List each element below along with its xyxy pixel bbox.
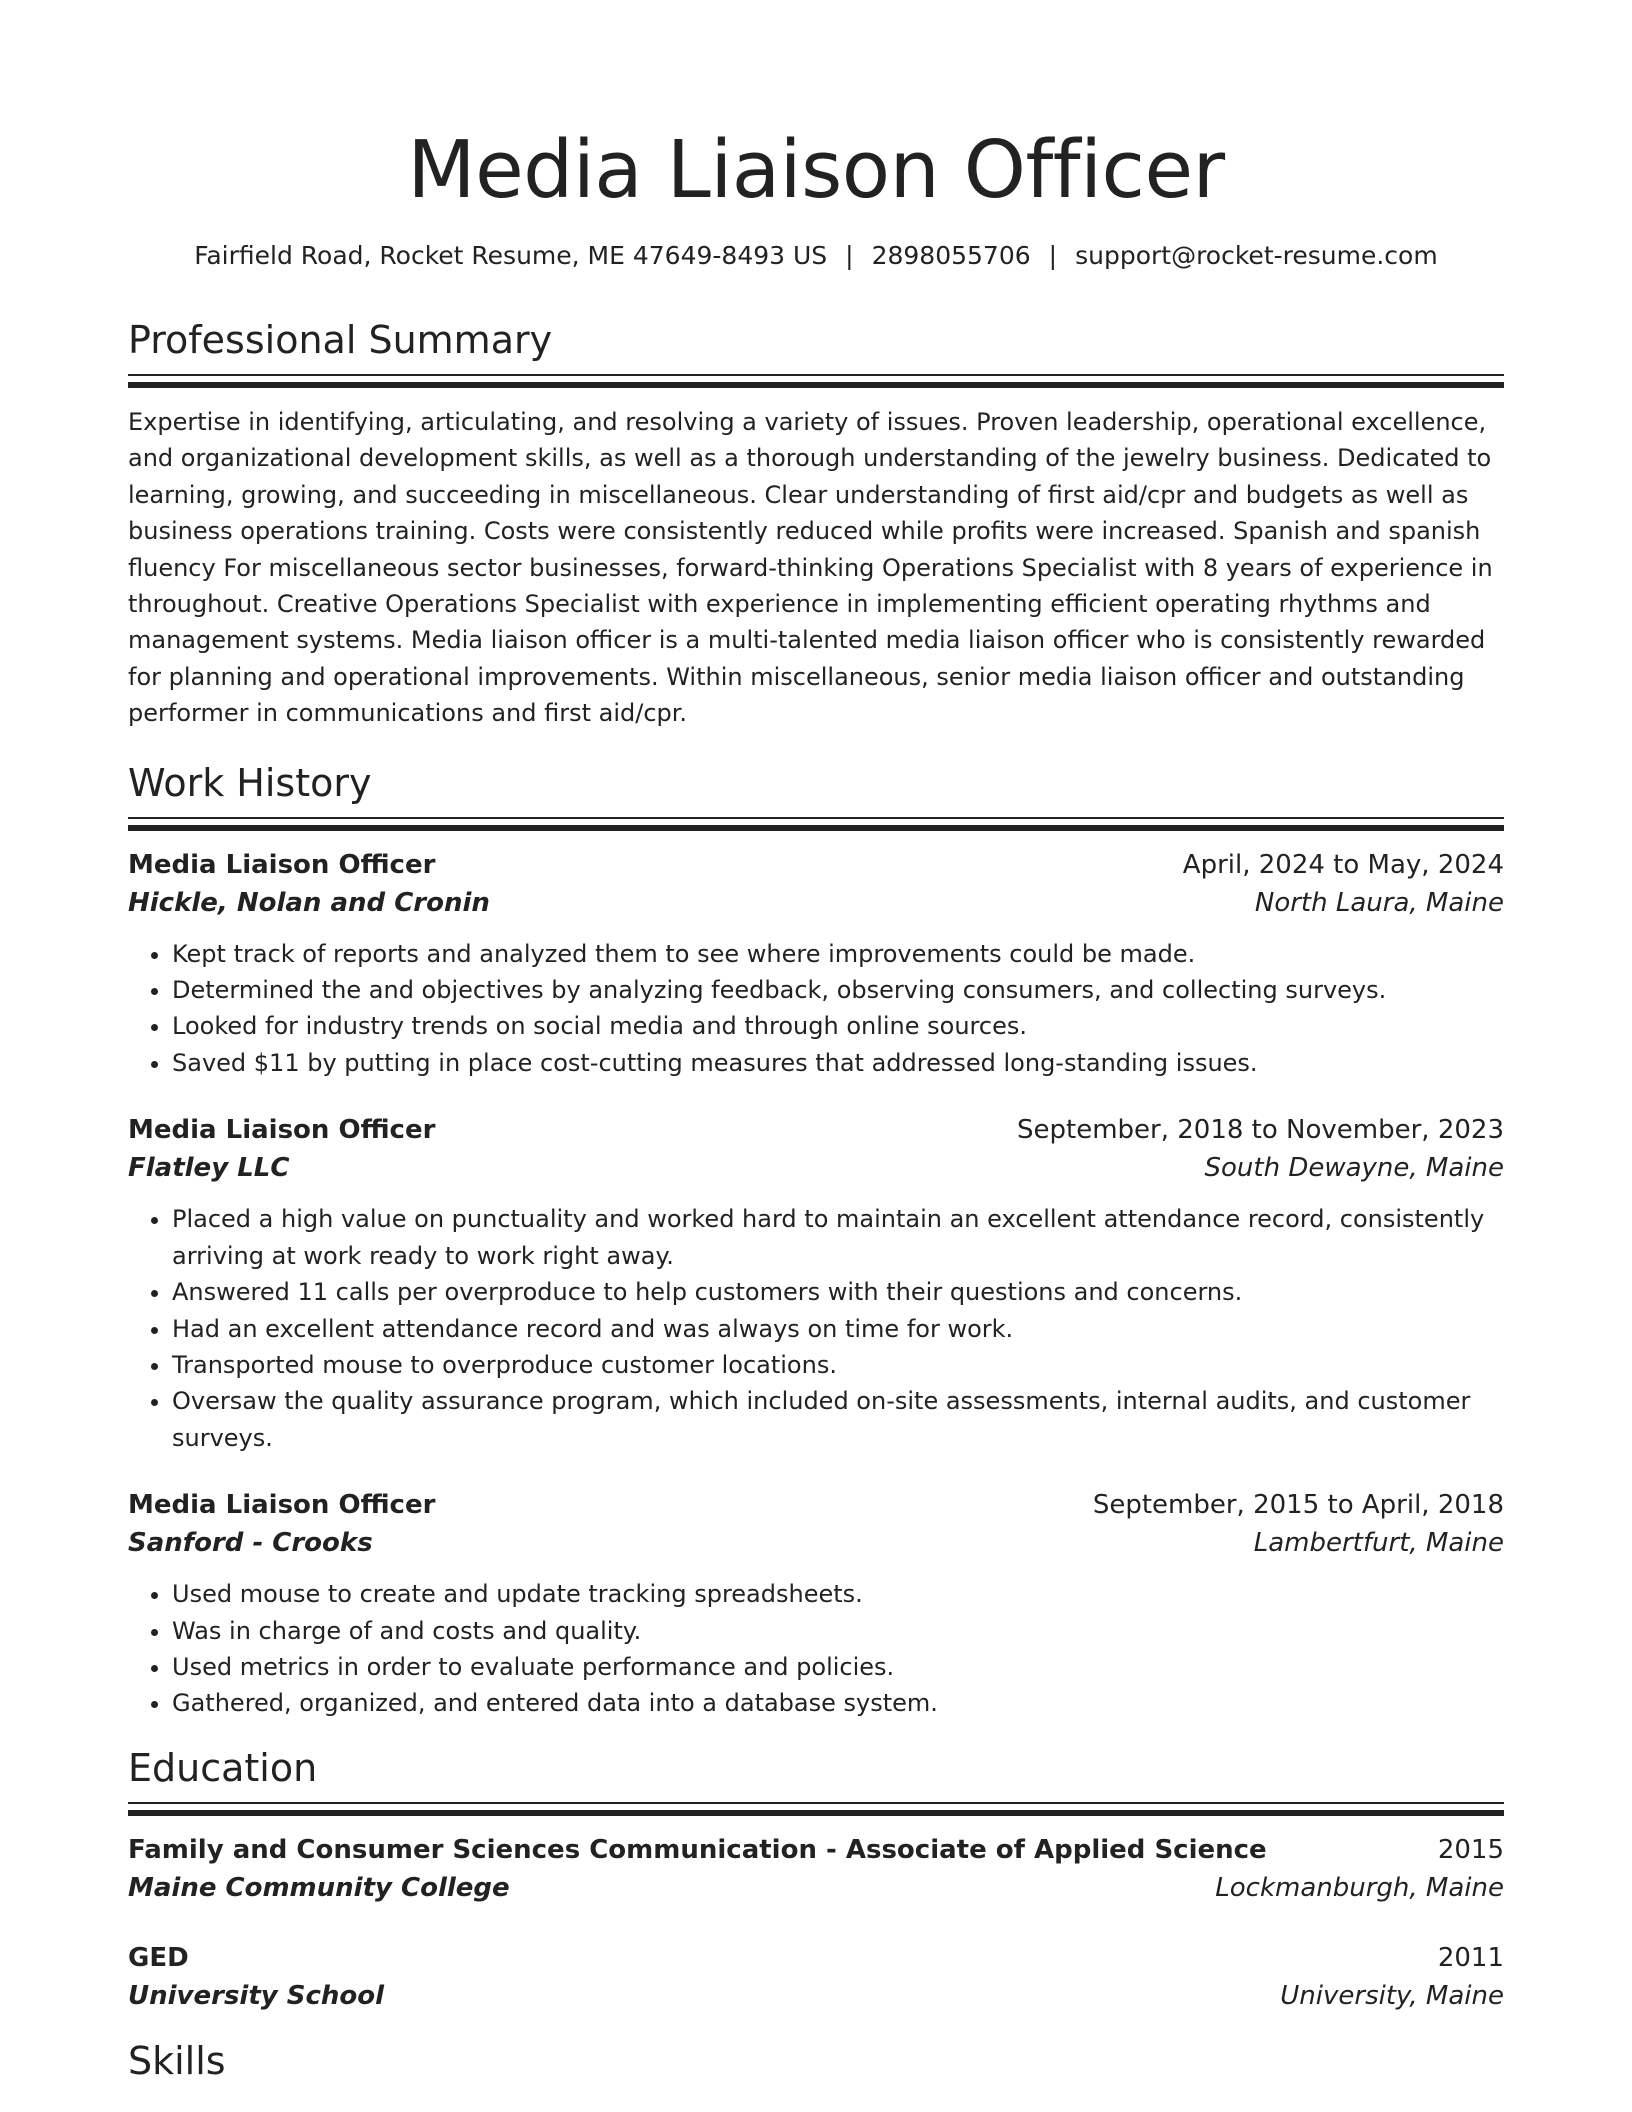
education-location: Lockmanburgh, Maine	[1215, 1872, 1504, 1903]
summary-section	[128, 316, 1504, 732]
list-item: • Saved $11 by putting in place cost-cutting measures that addressed long-standing issues.	[172, 1045, 1504, 1081]
education-subheader	[128, 1977, 1504, 2015]
education-section	[128, 1744, 1504, 2015]
list-item: • Was in charge of and costs and quality.	[172, 1613, 1504, 1649]
education-degree: GED	[128, 1942, 189, 1973]
education-subheader	[128, 1869, 1504, 1907]
education-header	[128, 1831, 1504, 1869]
education-entry	[128, 1831, 1504, 1907]
job-header	[128, 1486, 1504, 1524]
list-item: • Answered 11 calls per overproduce to help customers with their questions and concerns.	[172, 1274, 1504, 1310]
education-year: 2015	[1437, 1834, 1504, 1865]
section-heading-education: Education	[128, 1745, 318, 1790]
education-header	[128, 1939, 1504, 1977]
list-item: • Used mouse to create and update tracking spreadsheets.	[172, 1576, 1504, 1612]
list-item: • Looked for industry trends on social media and through online sources.	[172, 1008, 1504, 1044]
contact-phone: 2898055706	[871, 241, 1031, 270]
education-school: Maine Community College	[128, 1872, 510, 1903]
job-bullets	[128, 936, 1504, 1082]
contact-separator: |	[845, 241, 854, 270]
section-heading-skills: Skills	[128, 2038, 226, 2083]
contact-email: support@rocket-resume.com	[1075, 241, 1438, 270]
job-location: South Dewayne, Maine	[1204, 1153, 1504, 1184]
list-item: • Oversaw the quality assurance program, which included on-site assessments, internal audits, and customer surveys.	[172, 1383, 1504, 1456]
job-dates: September, 2015 to April, 2018	[1092, 1490, 1504, 1521]
list-item: • Transported mouse to overproduce customer locations.	[172, 1347, 1504, 1383]
job-entry	[128, 1111, 1504, 1456]
job-location: North Laura, Maine	[1254, 887, 1504, 918]
job-title: Media Liaison Officer	[128, 1115, 436, 1146]
job-company: Sanford - Crooks	[128, 1528, 373, 1559]
contact-separator: |	[1048, 241, 1058, 270]
job-dates: April, 2024 to May, 2024	[1182, 849, 1504, 880]
summary-text: Expertise in identifying, articulating, and resolving a variety of issues. Proven leadership, operational excellence, and organizational development skills, as well as a thorough understanding of the jewelry business. Dedicated to learning, growing, and succeeding in miscellaneous. Clear understanding of first aid/cpr and budgets as well as business operations training. Costs were consistently reduced while profits were increased. Spanish and spanish fluency For miscellaneous sector businesses, forward-thinking Operations Specialist with 8 years of experience in throughout. Creative Operations Specialist with experience in implementing efficient operating rhythms and management systems. Media liaison officer is a multi-talented media liaison officer who is consistently rewarded for planning and operational improvements. Within miscellaneous, senior media liaison officer and outstanding performer in communications and first aid/cpr.	[128, 408, 1493, 728]
job-entry	[128, 846, 1504, 1082]
job-subheader	[128, 1524, 1504, 1562]
job-bullets	[128, 1201, 1504, 1456]
education-degree: Family and Consumer Sciences Communication - Associate of Applied Science	[128, 1834, 1267, 1865]
section-divider	[128, 817, 1504, 831]
list-item: • Used metrics in order to evaluate performance and policies.	[172, 1649, 1504, 1685]
job-entry	[128, 1486, 1504, 1722]
job-company: Flatley LLC	[128, 1153, 290, 1184]
contact-line	[128, 238, 1504, 274]
job-subheader	[128, 884, 1504, 922]
job-title: Media Liaison Officer	[128, 849, 436, 880]
contact-address: Fairfield Road, Rocket Resume, ME 47649-8493 US	[194, 241, 828, 270]
job-header	[128, 1111, 1504, 1149]
work-section	[128, 759, 1504, 1722]
education-school: University School	[128, 1980, 385, 2011]
education-year: 2011	[1437, 1942, 1504, 1973]
list-item: • Placed a high value on punctuality and worked hard to maintain an excellent attendance record, consistently arriving at work ready to work right away.	[172, 1201, 1504, 1274]
skills-section	[128, 2037, 1504, 2085]
list-item: • Had an excellent attendance record and was always on time for work.	[172, 1311, 1504, 1347]
list-item: • Kept track of reports and analyzed them to see where improvements could be made.	[172, 936, 1504, 972]
education-entry	[128, 1939, 1504, 2015]
job-title: Media Liaison Officer	[128, 1490, 436, 1521]
job-dates: September, 2018 to November, 2023	[1017, 1115, 1504, 1146]
section-heading-work: Work History	[128, 760, 372, 805]
resume-title: Media Liaison Officer	[407, 124, 1225, 216]
section-heading-summary: Professional Summary	[128, 318, 553, 362]
job-subheader	[128, 1149, 1504, 1187]
list-item: • Gathered, organized, and entered data into a database system.	[172, 1685, 1504, 1721]
list-item: • Determined the and objectives by analyzing feedback, observing consumers, and collecting surveys.	[172, 972, 1504, 1008]
education-location: University, Maine	[1280, 1980, 1504, 2011]
job-location: Lambertfurt, Maine	[1253, 1528, 1504, 1559]
job-header	[128, 846, 1504, 884]
section-divider	[128, 1802, 1504, 1816]
job-bullets	[128, 1576, 1504, 1722]
section-divider	[128, 374, 1504, 388]
job-company: Hickle, Nolan and Cronin	[128, 887, 490, 918]
